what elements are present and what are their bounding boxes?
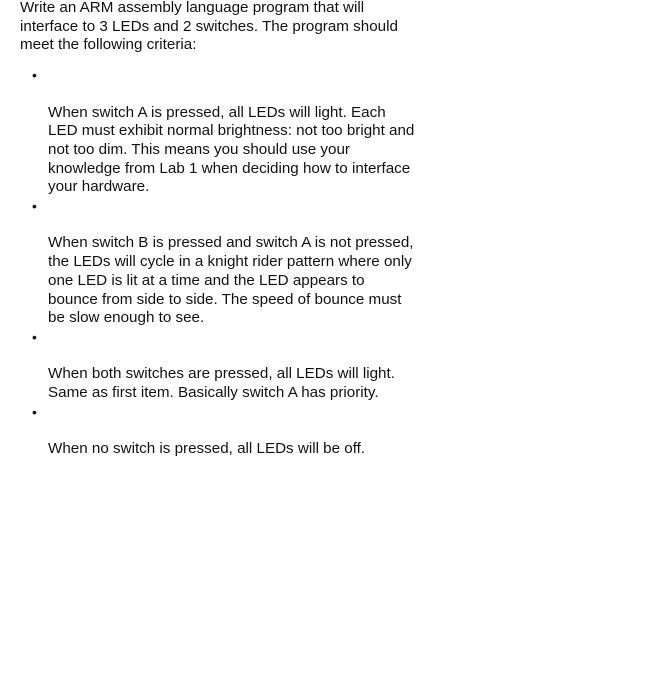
intro-paragraph: Write an ARM assembly language program that will interface to 3 LEDs and 2 switches. The program should meet the following criteria: [20, 0, 398, 54]
list-item-both-switches [20, 328, 450, 403]
bullet-icon: • [32, 67, 37, 84]
list-item-switch-a [20, 66, 450, 197]
list-item-switch-b [20, 197, 450, 328]
bullet-icon: • [32, 403, 37, 420]
criterion-text: When switch B is pressed and switch A is not pressed, the LEDs will cycle in a knight rider pattern where only one LED is lit at a time and the LED appears to bounce from side to side. The speed of bounce must be slow enough to see. [48, 234, 414, 327]
list-item-no-switch [20, 403, 450, 459]
criterion-text: When switch A is pressed, all LEDs will light. Each LED must exhibit normal brightness: not too bright and not too dim. This means you should use your knowledge from Lab 1 when deciding how to interface your hardware. [48, 103, 415, 196]
bullet-icon: • [32, 198, 37, 215]
assignment-document [20, 0, 450, 459]
criterion-text: When no switch is pressed, all LEDs will be off. [48, 440, 366, 458]
bullet-icon: • [32, 328, 37, 345]
criteria-list [20, 66, 450, 459]
criterion-text: When both switches are pressed, all LEDs will light. Same as first item. Basically switch A has priority. [48, 365, 395, 402]
